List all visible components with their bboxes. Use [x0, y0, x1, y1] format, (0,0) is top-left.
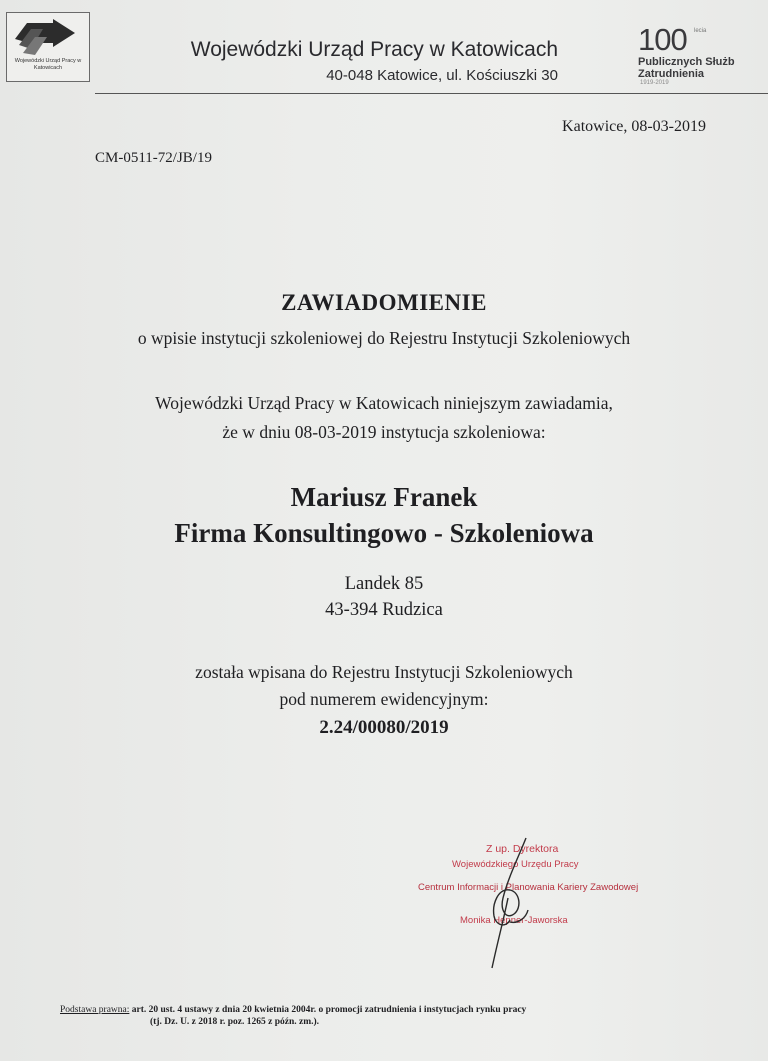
stamp-line-4: Monika Hepner-Jaworska: [460, 915, 568, 926]
office-name: Wojewódzki Urząd Pracy w Katowicach: [190, 38, 558, 61]
reference-number: CM-0511-72/JB/19: [95, 150, 212, 166]
institution-city: 43-394 Rudzica: [325, 600, 443, 620]
stamp-line-2: Wojewódzkiego Urzędu Pracy: [452, 859, 579, 870]
anniversary-line2: Zatrudnienia: [638, 68, 705, 80]
anniversary-logo: [638, 24, 758, 86]
signature-icon: [448, 828, 558, 978]
wup-logo: [6, 12, 90, 82]
institution-street: Landek 85: [344, 574, 424, 594]
legal-basis-label: Podstawa prawna:: [60, 1005, 130, 1015]
stamp-line-3: Centrum Informacji i Planowania Kariery Zawodowej: [418, 882, 639, 893]
anniversary-small: lecia: [694, 28, 707, 34]
registered-line-2: pod numerem ewidencyjnym:: [279, 689, 489, 709]
registration-number: 2.24/00080/2019: [319, 717, 449, 738]
institution-name: Mariusz Franek: [290, 482, 478, 512]
anniversary-line1: Publicznych Służb: [638, 56, 735, 68]
document-subtitle: o wpisie instytucji szkoleniowej do Rejestru Instytucji Szkoleniowych: [137, 328, 631, 348]
document-title: ZAWIADOMIENIE: [281, 290, 487, 315]
stamp-line-1: Z up. Dyrektora: [486, 843, 559, 855]
registered-line-1: została wpisana do Rejestru Instytucji Szkoleniowych: [195, 662, 573, 682]
intro-line-1: Wojewódzki Urząd Pracy w Katowicach niniejszym zawiadamia,: [155, 393, 613, 413]
legal-basis-text: art. 20 ust. 4 ustawy z dnia 20 kwietnia 2004r. o promocji zatrudnienia i instytucjach rynku pracy: [131, 1005, 527, 1015]
institution-company: Firma Konsultingowo - Szkoleniowa: [174, 518, 594, 548]
legal-basis-citation: (tj. Dz. U. z 2018 r. poz. 1265 z późn. zm.).: [150, 1017, 320, 1027]
office-address: 40-048 Katowice, ul. Kościuszki 30: [326, 67, 558, 84]
legal-basis: [60, 1004, 526, 1017]
intro-line-2: że w dniu 08-03-2019 instytucja szkoleniowa:: [222, 422, 546, 442]
anniversary-number: 100: [638, 22, 687, 57]
logo-caption: Wojewódzki Urząd Pracy w Katowicach: [14, 58, 82, 71]
header-divider: [95, 93, 768, 94]
anniversary-years: 1919-2019: [640, 80, 669, 86]
arrow-logo-icon: [13, 19, 83, 57]
letter-date: Katowice, 08-03-2019: [562, 118, 706, 135]
